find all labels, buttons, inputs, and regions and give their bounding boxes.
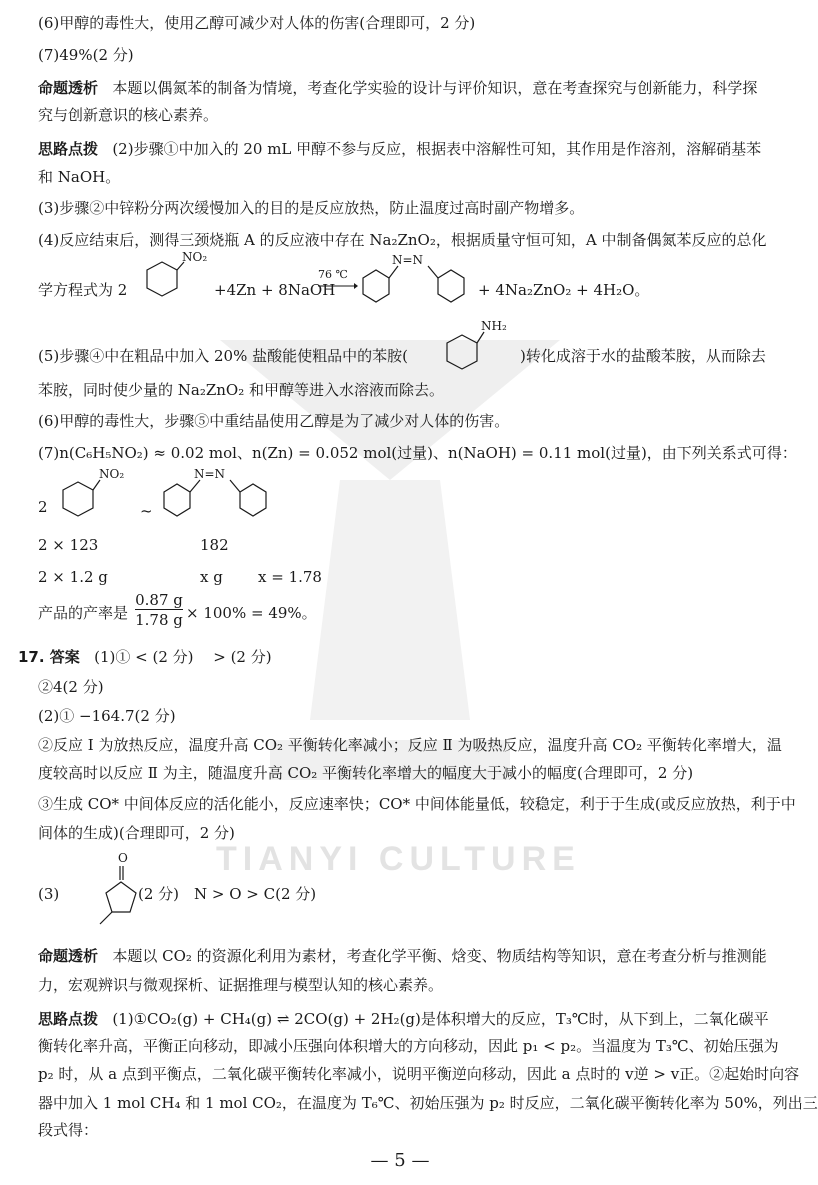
equation-prefix: 学方程式为 2 [38, 281, 128, 299]
hint17-line-1 [38, 1008, 780, 1030]
q17-part3-pre: (3) [38, 885, 60, 903]
hint-line-6: 苯胺，同时使少量的 Na₂ZnO₂ 和甲醇等进入水溶液而除去。 [38, 381, 445, 399]
yield-suffix: × 100% = 49%。 [186, 604, 317, 622]
azobenzene-structure [358, 252, 478, 312]
hint-label: 思路点拨 [38, 140, 99, 158]
q17-line-5: 度较高时以反应 Ⅱ 为主，随温度升高 CO₂ 平衡转化率增大的幅度大于减小的幅度(合理即可，2 分) [38, 764, 694, 782]
q17-part3-post: (2 分) N > O > C(2 分) [138, 885, 317, 903]
relation-tilde: ~ [140, 502, 153, 520]
reaction-condition: 76 ℃ [318, 268, 348, 281]
hint-text: (2)步骤①中加入的 20 mL 甲醇不参与反应，根据表中溶解性可知，其作用是作溶剂，溶解硝基苯 [112, 140, 762, 158]
hint17-line-5: 段式得： [38, 1121, 99, 1139]
relation-result: x = 1.78 [258, 568, 322, 586]
analysis17-line-1 [38, 945, 780, 967]
azo-label: N=N [392, 253, 424, 267]
q17-line-6: ③生成 CO* 中间体反应的活化能小，反应速率快；CO* 中间体能量低，较稳定，利于于生成(或反应放热，利于中 [38, 795, 796, 813]
hint17-label: 思路点拨 [38, 1010, 99, 1028]
q17-line-1 [18, 646, 780, 668]
analysis-line-1 [38, 77, 780, 99]
hint-line-4: (4)反应结束后，测得三颈烧瓶 A 的反应液中存在 Na₂ZnO₂，根据质量守恒可知，A 中制备偶氮苯反应的总化 [38, 231, 767, 249]
analysis17-text: 本题以 CO₂ 的资源化利用为素材，考查化学平衡、焓变、物质结构等知识，意在考查分析与推测能 [112, 947, 767, 965]
hint-line-8: (7)n(C₆H₅NO₂) ≈ 0.02 mol、n(Zn) = 0.052 mol(过量)、n(NaOH) = 0.11 mol(过量)，由下列关系式可得： [38, 444, 797, 462]
relation-coef: 2 [38, 498, 48, 516]
analysis-label: 命题透析 [38, 79, 99, 97]
relation-val-a: 2 × 1.2 g [38, 568, 108, 586]
q17-label: 17. 答案 [18, 648, 80, 666]
analysis-text: 本题以偶氮苯的制备为情境，考查化学实验的设计与评价知识，意在考查探究与创新能力，科学探 [112, 79, 758, 97]
hint17-line-4: 器中加入 1 mol CH₄ 和 1 mol CO₂，在温度为 T₆℃、初始压强为 p₂ 时反应，二氧化碳平衡转化率为 50%，列出三 [38, 1094, 818, 1112]
hint-line-5-post: )转化成溶于水的盐酸苯胺，从而除去 [520, 347, 766, 365]
equation-products: + 4Na₂ZnO₂ + 4H₂O。 [478, 281, 650, 299]
q17-line-7: 间体的生成)(合理即可，2 分) [38, 824, 235, 842]
nitrobenzene-structure [132, 250, 208, 312]
watermark-text: TIANYI CULTURE [216, 840, 581, 878]
hint17-line-2: 衡转化率升高，平衡正向移动，即减小压强向体积增大的方向移动，因此 p₁ < p₂。当温度为 T₃℃、初始压强为 [38, 1037, 779, 1055]
yield-prefix: 产品的产率是 [38, 604, 129, 622]
q17-text: (1)① < (2 分) > (2 分) [94, 648, 272, 666]
relation-mass-a: 2 × 123 [38, 536, 99, 554]
propylene-carbonate-structure [70, 848, 140, 938]
aniline-structure [437, 318, 517, 373]
answer-line-7: (7)49%(2 分) [38, 46, 134, 64]
hint-line-3: (3)步骤②中锌粉分两次缓慢加入的目的是反应放热，防止温度过高时副产物增多。 [38, 199, 585, 217]
q17-line-4: ②反应 Ⅰ 为放热反应，温度升高 CO₂ 平衡转化率减小；反应 Ⅱ 为吸热反应，温度升高 CO₂ 平衡转化率增大，温 [38, 736, 782, 754]
carbonyl-o-label: O [118, 851, 128, 865]
analysis17-line-2: 力，宏观辨识与微观探析、证据推理与模型认知的核心素养。 [38, 976, 444, 994]
analysis-line-2: 究与创新意识的核心素养。 [38, 106, 219, 124]
hint-line-1 [38, 138, 780, 160]
relation-nitrobenzene [55, 468, 135, 528]
hint-line-7: (6)甲醇的毒性大，步骤⑤中重结晶使用乙醇是为了减少对人体的伤害。 [38, 412, 510, 430]
yield-denominator: 1.78 g [135, 611, 183, 629]
page-number: — 5 — [370, 1150, 430, 1171]
yield-fraction [135, 591, 183, 630]
relation-val-b: x g [200, 568, 223, 586]
relation-azobenzene [160, 468, 280, 528]
hint-line-5-pre: (5)步骤④中在粗品中加入 20% 盐酸能使粗品中的苯胺( [38, 347, 408, 365]
no2-label: NO₂ [182, 250, 208, 264]
yield-numerator: 0.87 g [135, 591, 183, 609]
relation-mass-b: 182 [200, 536, 229, 554]
q17-line-2: ②4(2 分) [38, 678, 104, 696]
hint17-line-3: p₂ 时，从 a 点到平衡点，二氧化碳平衡转化率减小，说明平衡逆向移动，因此 a 点时的 v逆 > v正。②起始时向容 [38, 1065, 800, 1083]
answer-line-6: (6)甲醇的毒性大，使用乙醇可减少对人体的伤害(合理即可，2 分) [38, 14, 476, 32]
analysis17-label: 命题透析 [38, 947, 99, 965]
q17-line-3: (2)① −164.7(2 分) [38, 707, 176, 725]
hint17-text: (1)①CO₂(g) + CH₄(g) ⇌ 2CO(g) + 2H₂(g)是体积增大的反应，T₃℃时，从下到上，二氧化碳平 [112, 1010, 769, 1028]
no2-label: NO₂ [99, 467, 125, 481]
azo-label: N=N [194, 467, 226, 481]
nh2-label: NH₂ [481, 319, 507, 333]
hint-line-2: 和 NaOH。 [38, 168, 121, 186]
equation-reagents: +4Zn + 8NaOH [214, 281, 336, 299]
